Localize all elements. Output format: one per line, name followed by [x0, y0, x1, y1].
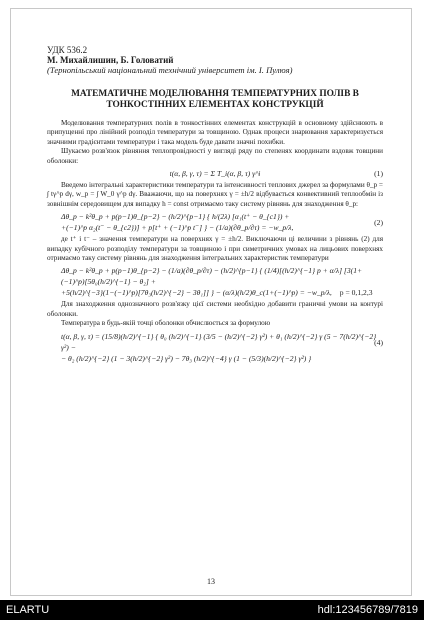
article-content: [47, 45, 383, 366]
affiliation: (Тернопільський національний технічний університет ім. І. Пулюя): [47, 65, 293, 75]
equation-3-line-2: [61, 287, 383, 298]
paragraph-series: Шукаємо розв'язок рівняння теплопровідності у вигляді ряду по степенях координати вздовж товщини оболонки:: [47, 147, 383, 165]
repository-name: ELARTU: [6, 604, 50, 616]
equation-2-line-2: +(−1)^p α₂(t⁻ − θ_{c2})] + p[t⁺ + (−1)^p t⁻] } − (1/a)(∂θ_p/∂τ) = −w_p/λ,: [61, 223, 294, 233]
equation-3-line-2-body: +5(h/2)^{−3}(1−(−1)^p)[7θ₃(h/2)^{−2} − 3θ₁]] } − (α/λ)(h/2)θ_c(1+(−1)^p) = −w_p/λ,: [61, 288, 332, 298]
equation-2-line-1: Δθ_p − k²θ_p + p(p−1)θ_{p−2} − (h/2)^{p−1} { h/(2λ) [α₁(t⁺ − θ_{c1}) +: [61, 212, 290, 222]
equation-4-line-2: − θ₂ (h/2)^{−2} (1 − 3(h/2)^{−2} γ²) − 7θ₃ (h/2)^{−4} γ (1 − (5/3)(h/2)^{−2} γ²) }: [61, 353, 312, 363]
equation-2: [47, 211, 383, 233]
page-number: 13: [207, 577, 215, 586]
repository-footer: [0, 600, 424, 620]
equation-3-condition: p = 0,1,2,3: [339, 288, 373, 298]
article-title: МАТЕМАТИЧНЕ МОДЕЛЮВАННЯ ТЕМПЕРАТУРНИХ ПОЛІВ В ТОНКОСТІННИХ ЕЛЕМЕНТАХ КОНСТРУКЦІЙ: [71, 89, 359, 110]
paragraph-temperature-formula: Температура в будь-якій точці оболонки обчислюється за формулою: [61, 319, 271, 328]
paragraph-integral-characteristics: Введемо інтегральні характеристики температури та інтенсивності теплових джерел за формулами θ_p = ∫ tγ^p dγ, w_p = ∫ W_0 γ^p dγ. Вважаючи, що на поверхнях γ = ±h/2 відбувається конвективний теплообмін із зовнішнім середовищем для випадку h = const отримаємо таку систему рівнянь для знаходження θ_p:: [47, 181, 383, 208]
paragraph-intro: Моделювання температурних полів в тонкостінних елементах конструкцій в основному здійснюють в припущенні про лінійний розподіл температури за товщиною. Однак процеси знарювання характеризується значними градієнтами температури і така модель буде давати значні похибки.: [47, 119, 383, 146]
paragraph-boundary-conditions: Для знаходження однозначного розв'язку цієї системи необхідно добавити граничні умови на контурі оболонки.: [47, 300, 383, 318]
equation-2-number: (2): [374, 218, 383, 228]
paragraph-cubic-distribution: де t⁺ і t⁻ – значення температури на поверхнях γ = ±h/2. Виключаючи ці величини з рівнянь (2) для випадку кубічного розподілу температури за товщиною і при симетричних умовах на лицьових поверхнях отримаємо таку систему рівнянь для знаходження інтегральних характеристик температури: [47, 235, 383, 263]
equation-4: [47, 331, 383, 364]
udk-code: УДК 536.2: [47, 45, 88, 55]
equation-3: [47, 265, 383, 298]
equation-4-number: (4): [374, 337, 383, 347]
document-page: [10, 8, 412, 596]
authors: М. Михайлишин, Б. Головатий: [47, 55, 174, 65]
handle-link[interactable]: hdl:123456789/7819: [317, 604, 418, 616]
equation-1-body: t(α, β, γ, τ) = Σ T_i(α, β, τ) γ^i: [169, 169, 261, 179]
equation-3-line-1: Δθ_p − k²θ_p + p(p−1)θ_{p−2} − (1/a)(∂θ_p/∂τ) − (h/2)^{p−1} { (1/4)[(h/2)^{−1} p + α/λ] [3(1+(−1)^p)[5θ₀(h/2)^{−1} − θ₂] +: [61, 266, 363, 287]
equation-4-line-1: t(α, β, γ, τ) = (15/8)(h/2)^{−1} { θ₀ (h/2)^{−1} (3/5 − (h/2)^{−2} γ²) + θ₁ (h/2)^{−2} γ (5 − 7(h/2)^{−2} γ²) −: [61, 331, 377, 352]
equation-1: [47, 168, 383, 179]
equation-1-number: (1): [374, 169, 383, 179]
